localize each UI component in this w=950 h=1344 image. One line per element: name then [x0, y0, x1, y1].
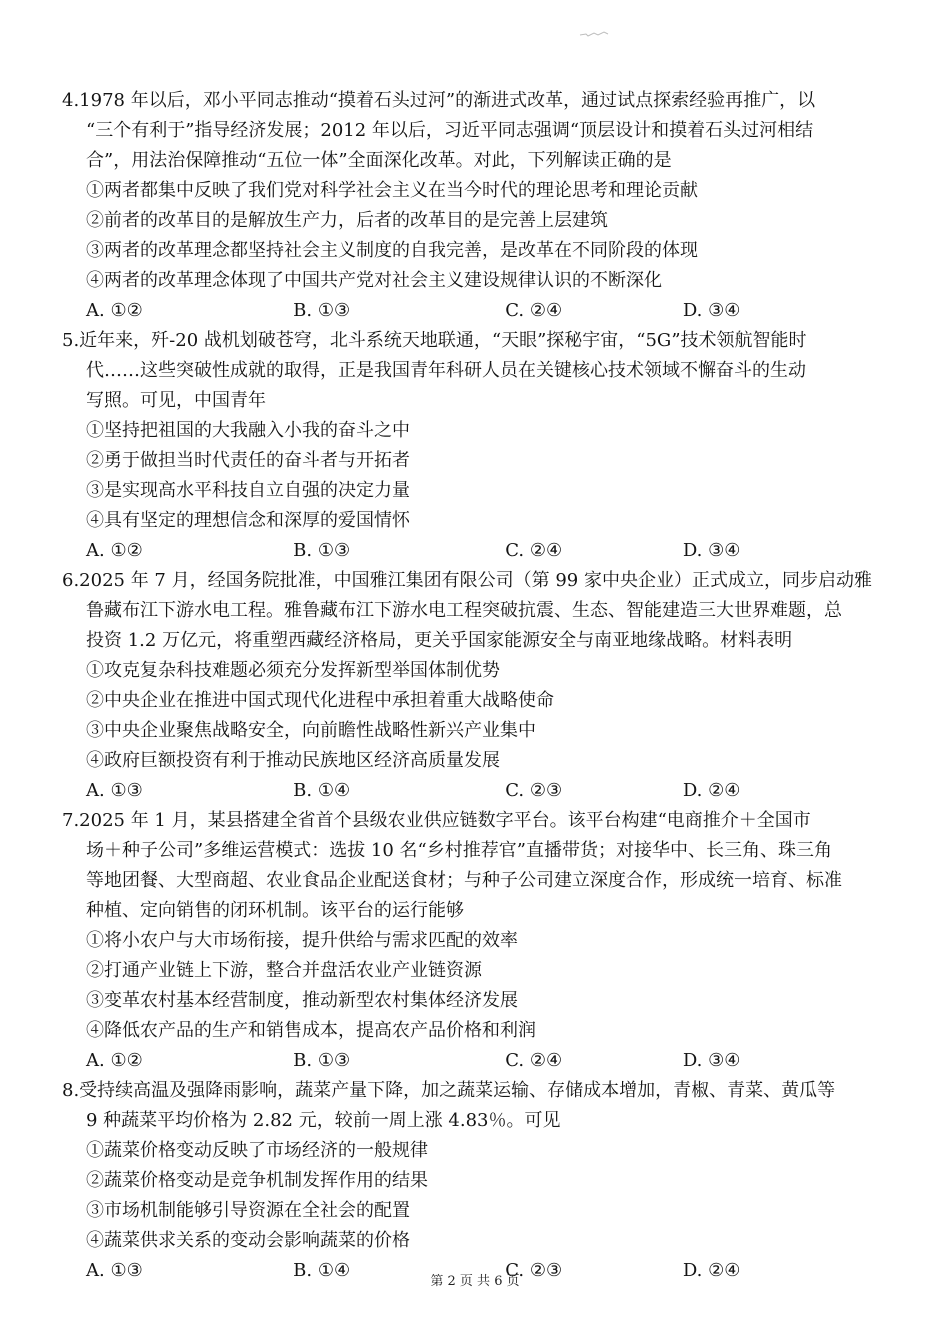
question-4-statement-2: ②前者的改革目的是解放生产力，后者的改革目的是完善上层建筑	[86, 210, 608, 231]
scan-mark-icon	[578, 30, 610, 38]
question-5-statement-3: ③是实现高水平科技自立自强的决定力量	[86, 480, 410, 501]
question-5-statement-4: ④具有坚定的理想信念和深厚的爱国情怀	[86, 510, 410, 531]
question-8-stem-line-1: 8.受持续高温及强降雨影响，蔬菜产量下降，加之蔬菜运输、存储成本增加，青椒、青菜、黄瓜等	[62, 1080, 836, 1101]
question-5-option-a[interactable]: A. ①②	[86, 540, 143, 561]
question-5-option-d[interactable]: D. ③④	[682, 540, 741, 561]
question-4-options	[62, 296, 890, 326]
exam-page	[62, 86, 890, 1286]
question-4-option-c[interactable]: C. ②④	[505, 300, 563, 321]
question-6-option-a[interactable]: A. ①③	[86, 780, 143, 801]
question-7-option-a[interactable]: A. ①②	[86, 1050, 143, 1071]
question-5-stem-line-1: 5.近年来，歼-20 战机划破苍穹，北斗系统天地联通，“天眼”探秘宇宙，“5G”技术领航智能时	[62, 330, 807, 351]
question-6-stem-line-3: 投资 1.2 万亿元，将重塑西藏经济格局，更关乎国家能源安全与南亚地缘战略。材料表明	[86, 630, 793, 651]
question-4-statement-1: ①两者都集中反映了我们党对科学社会主义在当今时代的理论思考和理论贡献	[86, 180, 698, 201]
question-7-stem-line-1: 7.2025 年 1 月，某县搭建全省首个县级农业供应链数字平台。该平台构建“电商推介＋全国市	[62, 810, 811, 831]
question-8-option-b[interactable]: B. ①④	[293, 1260, 351, 1281]
question-4-statement-3: ③两者的改革理念都坚持社会主义制度的自我完善，是改革在不同阶段的体现	[86, 240, 698, 261]
question-8-statement-3: ③市场机制能够引导资源在全社会的配置	[86, 1200, 410, 1221]
question-6-statement-1: ①攻克复杂科技难题必须充分发挥新型举国体制优势	[86, 660, 500, 681]
question-5-stem-line-3: 写照。可见，中国青年	[86, 390, 266, 411]
question-8-statement-2: ②蔬菜价格变动是竞争机制发挥作用的结果	[86, 1170, 428, 1191]
question-6-option-c[interactable]: C. ②③	[505, 780, 563, 801]
question-6-stem-line-1: 6.2025 年 7 月，经国务院批准，中国雅江集团有限公司（第 99 家中央企业）正式成立，同步启动雅	[62, 570, 872, 591]
question-4-option-b[interactable]: B. ①③	[293, 300, 351, 321]
question-4-stem-line-3: 合”，用法治保障推动“五位一体”全面深化改革。对此，下列解读正确的是	[86, 150, 672, 171]
question-6-options	[62, 776, 890, 806]
question-4-stem-line-2: “三个有利于”指导经济发展；2012 年以后，习近平同志强调“顶层设计和摸着石头过河相结	[86, 120, 814, 141]
question-7-statement-3: ③变革农村基本经营制度，推动新型农村集体经济发展	[86, 990, 518, 1011]
question-6-option-b[interactable]: B. ①④	[293, 780, 351, 801]
question-7-statement-2: ②打通产业链上下游，整合并盘活农业产业链资源	[86, 960, 482, 981]
question-6-stem-line-2: 鲁藏布江下游水电工程。雅鲁藏布江下游水电工程突破抗震、生态、智能建造三大世界难题，总	[86, 600, 842, 621]
question-5	[62, 326, 890, 566]
question-7-options	[62, 1046, 890, 1076]
page-number-footer: 第 2 页 共 6 页	[430, 1274, 520, 1289]
question-4-stem-line-1: 4.1978 年以后，邓小平同志推动“摸着石头过河”的渐进式改革，通过试点探索经验再推广，以	[62, 90, 816, 111]
question-6-statement-2: ②中央企业在推进中国式现代化进程中承担着重大战略使命	[86, 690, 554, 711]
question-7-statement-1: ①将小农户与大市场衔接，提升供给与需求匹配的效率	[86, 930, 518, 951]
question-7-stem-line-4: 种植、定向销售的闭环机制。该平台的运行能够	[86, 900, 464, 921]
question-5-option-c[interactable]: C. ②④	[505, 540, 563, 561]
question-7-stem-line-3: 等地团餐、大型商超、农业食品企业配送食材；与种子公司建立深度合作，形成统一培育、标准	[86, 870, 842, 891]
question-4-option-a[interactable]: A. ①②	[86, 300, 143, 321]
question-4-statement-4: ④两者的改革理念体现了中国共产党对社会主义建设规律认识的不断深化	[86, 270, 662, 291]
question-7	[62, 806, 890, 1076]
question-6	[62, 566, 890, 806]
question-7-statement-4: ④降低农产品的生产和销售成本，提高农产品价格和利润	[86, 1020, 536, 1041]
question-8-statement-4: ④蔬菜供求关系的变动会影响蔬菜的价格	[86, 1230, 410, 1251]
question-4	[62, 86, 890, 326]
question-8-stem-line-2: 9 种蔬菜平均价格为 2.82 元，较前一周上涨 4.83％。可见	[86, 1110, 561, 1131]
question-8-option-c[interactable]: C. ②③	[505, 1260, 563, 1281]
question-8	[62, 1076, 890, 1286]
question-6-option-d[interactable]: D. ②④	[682, 780, 741, 801]
question-7-stem-line-2: 场＋种子公司”多维运营模式：选拔 10 名“乡村推荐官”直播带货；对接华中、长三角、珠三角	[86, 840, 832, 861]
question-5-option-b[interactable]: B. ①③	[293, 540, 351, 561]
question-7-option-b[interactable]: B. ①③	[293, 1050, 351, 1071]
question-4-option-d[interactable]: D. ③④	[682, 300, 741, 321]
question-8-statement-1: ①蔬菜价格变动反映了市场经济的一般规律	[86, 1140, 428, 1161]
question-6-statement-3: ③中央企业聚焦战略安全，向前瞻性战略性新兴产业集中	[86, 720, 536, 741]
question-7-option-d[interactable]: D. ③④	[682, 1050, 741, 1071]
question-8-option-d[interactable]: D. ②④	[682, 1260, 741, 1281]
question-5-statement-1: ①坚持把祖国的大我融入小我的奋斗之中	[86, 420, 410, 441]
question-7-option-c[interactable]: C. ②④	[505, 1050, 563, 1071]
question-5-options	[62, 536, 890, 566]
question-5-stem-line-2: 代……这些突破性成就的取得，正是我国青年科研人员在关键核心技术领域不懈奋斗的生动	[86, 360, 806, 381]
question-6-statement-4: ④政府巨额投资有利于推动民族地区经济高质量发展	[86, 750, 500, 771]
question-5-statement-2: ②勇于做担当时代责任的奋斗者与开拓者	[86, 450, 410, 471]
question-8-option-a[interactable]: A. ①③	[86, 1260, 143, 1281]
